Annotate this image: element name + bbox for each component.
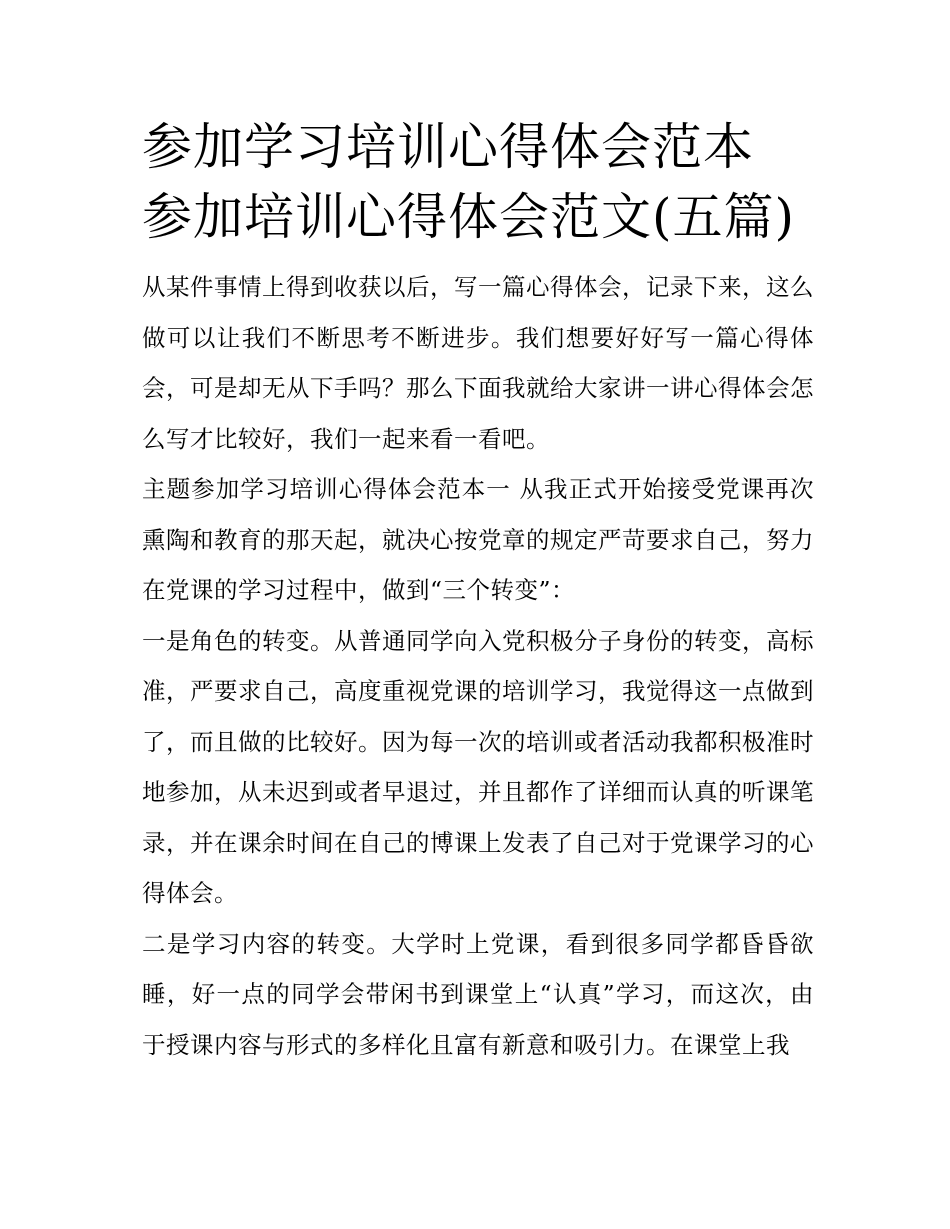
document-page (142, 112, 814, 1070)
paragraph-content-change: 二是学习内容的转变。大学时上党课，看到很多同学都昏昏欲睡，好一点的同学会带闲书到课堂上“认真”学习，而这次，由于授课内容与形式的多样化且富有新意和吸引力。在课堂上我 (142, 929, 814, 1059)
paragraph-role-change: 一是角色的转变。从普通同学向入党积极分子身份的转变，高标准，严要求自己，高度重视党课的培训学习，我觉得这一点做到了，而且做的比较好。因为每一次的培训或者活动我都积极准时地参加，从未迟到或者早退过，并且都作了详细而认真的听课笔录，并在课余时间在自己的博课上发表了自己对于党课学习的心得体会。 (142, 626, 814, 907)
document-title: 参加学习培训心得体会范本 参加培训心得体会范文(五篇) (142, 118, 796, 246)
paragraph-sample-one: 主题参加学习培训心得体会范本一 从我正式开始接受党课再次熏陶和教育的那天起，就决心按党章的规定严苛要求自己，努力在党课的学习过程中，做到“三个转变”： (142, 475, 814, 604)
paragraph-intro: 从某件事情上得到收获以后，写一篇心得体会，记录下来，这么做可以让我们不断思考不断进步。我们想要好好写一篇心得体会，可是却无从下手吗？那么下面我就给大家讲一讲心得体会怎么写才比较好，我们一起来看一看吧。 (142, 273, 814, 453)
